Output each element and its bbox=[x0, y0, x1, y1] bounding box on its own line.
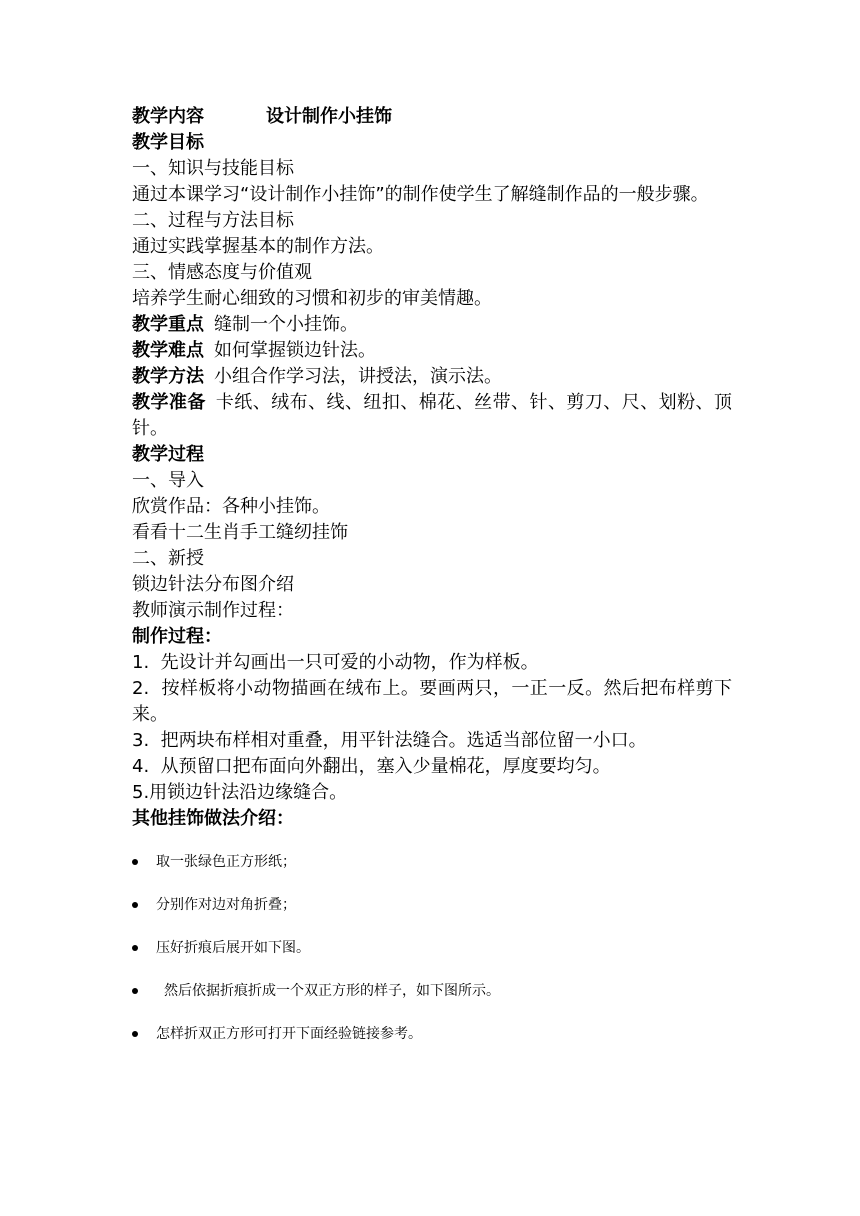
goal-subheading-attitude: 三、情感态度与价值观 bbox=[132, 262, 312, 283]
bullet-dot-icon bbox=[132, 859, 138, 865]
lesson-title-line bbox=[132, 104, 732, 130]
preparation-label: 教学准备 bbox=[132, 392, 206, 413]
others-bullet-list bbox=[132, 852, 732, 1044]
process-line: 欣赏作品：各种小挂饰。 bbox=[132, 496, 330, 517]
step-item: 2. 按样板将小动物描画在绒布上。要画两只，一正一反。然后把布样剪下来。 bbox=[132, 678, 732, 725]
list-item-text: 取一张绿色正方形纸； bbox=[156, 854, 296, 870]
list-item bbox=[132, 938, 732, 958]
list-item bbox=[132, 852, 732, 872]
list-item bbox=[132, 895, 732, 915]
others-heading: 其他挂饰做法介绍： bbox=[132, 808, 294, 829]
preparation-value: 卡纸、绒布、线、纽扣、棉花、丝带、针、剪刀、尺、划粉、顶针。 bbox=[132, 392, 733, 439]
key-points-label: 教学重点 bbox=[132, 314, 204, 335]
difficulty-value: 如何掌握锁边针法。 bbox=[214, 340, 376, 361]
method-line bbox=[132, 364, 732, 390]
goal-text-attitude: 培养学生耐心细致的习惯和初步的审美情趣。 bbox=[132, 288, 492, 309]
bullet-dot-icon bbox=[132, 902, 138, 908]
step-item: 3. 把两块布样相对重叠，用平针法缝合。选适当部位留一小口。 bbox=[132, 730, 647, 751]
key-points-line bbox=[132, 312, 732, 338]
goal-text-knowledge: 通过本课学习“设计制作小挂饰”的制作使学生了解缝制作品的一般步骤。 bbox=[132, 184, 709, 205]
lesson-content-value: 设计制作小挂饰 bbox=[266, 106, 392, 127]
step-item: 4. 从预留口把布面向外翻出，塞入少量棉花，厚度要均匀。 bbox=[132, 756, 611, 777]
list-item bbox=[132, 981, 732, 1001]
list-item bbox=[132, 1024, 732, 1044]
process-line: 二、新授 bbox=[132, 548, 204, 569]
difficulty-line bbox=[132, 338, 732, 364]
goal-subheading-knowledge: 一、知识与技能目标 bbox=[132, 158, 294, 179]
list-item-text: 分别作对边对角折叠； bbox=[156, 897, 296, 913]
process-line: 教师演示制作过程： bbox=[132, 600, 294, 621]
list-item-text: 压好折痕后展开如下图。 bbox=[156, 940, 310, 956]
document-page bbox=[132, 104, 732, 1067]
goals-heading: 教学目标 bbox=[132, 132, 204, 153]
bullet-dot-icon bbox=[132, 1031, 138, 1037]
process-line: 锁边针法分布图介绍 bbox=[132, 574, 294, 595]
goal-subheading-process: 二、过程与方法目标 bbox=[132, 210, 294, 231]
key-points-value: 缝制一个小挂饰。 bbox=[214, 314, 358, 335]
preparation-line bbox=[132, 390, 732, 442]
lesson-content-label: 教学内容 bbox=[132, 106, 204, 127]
difficulty-label: 教学难点 bbox=[132, 340, 204, 361]
bullet-dot-icon bbox=[132, 945, 138, 951]
list-item-text: 然后依据折痕折成一个双正方形的样子，如下图所示。 bbox=[164, 983, 500, 999]
process-line: 看看十二生肖手工缝纫挂饰 bbox=[132, 522, 348, 543]
method-label: 教学方法 bbox=[132, 366, 204, 387]
step-item: 1. 先设计并勾画出一只可爱的小动物，作为样板。 bbox=[132, 652, 539, 673]
step-item: 5.用锁边针法沿边缘缝合。 bbox=[132, 782, 348, 803]
process-line: 一、导入 bbox=[132, 470, 204, 491]
list-item-text: 怎样折双正方形可打开下面经验链接参考。 bbox=[156, 1026, 422, 1042]
process-heading: 教学过程 bbox=[132, 444, 204, 465]
bullet-dot-icon bbox=[132, 988, 138, 994]
steps-heading: 制作过程： bbox=[132, 626, 222, 647]
goal-text-process: 通过实践掌握基本的制作方法。 bbox=[132, 236, 384, 257]
method-value: 小组合作学习法，讲授法，演示法。 bbox=[214, 366, 502, 387]
